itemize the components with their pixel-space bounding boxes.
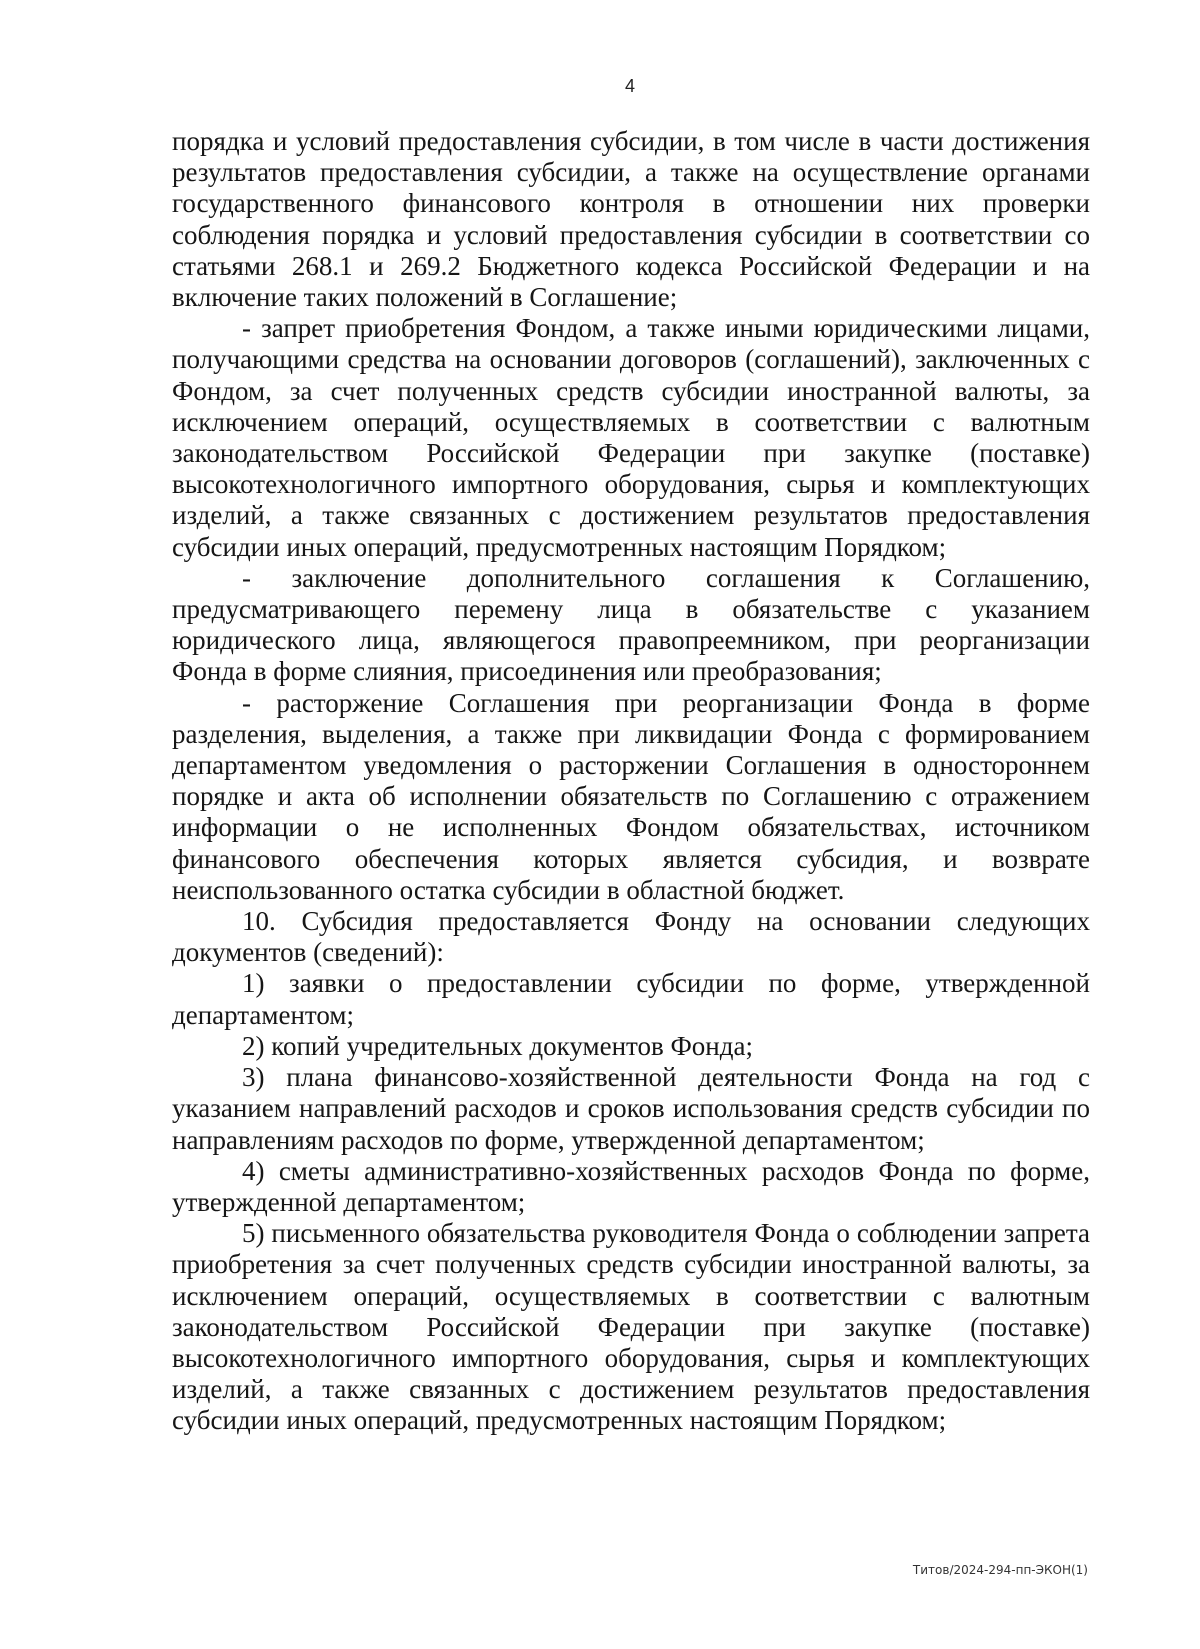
list-item-3: 3) плана финансово-хозяйственной деятельности Фонда на год с указанием направлений расходов и сроков использования средств субсидии по направлениям расходов по форме, утвержденной департаментом;	[172, 1062, 1090, 1155]
list-item-5: 5) письменного обязательства руководителя Фонда о соблюдении запрета приобретения за счет полученных средств субсидии иностранной валюты, за исключением операций, осуществляемых в соответствии с валютным законодательством Российской Федерации при закупке (поставке) высокотехнологичного импортного оборудования, сырья и комплектующих изделий, а также связанных с достижением результатов предоставления субсидии иных операций, предусмотренных настоящим Порядком;	[172, 1218, 1090, 1436]
list-item-2: 2) копий учредительных документов Фонда;	[242, 1030, 753, 1061]
paragraph-currency-ban: - запрет приобретения Фондом, а также иными юридическими лицами, получающими средства на основании договоров (соглашений), заключенных с Фондом, за счет полученных средств субсидии иностранной валюты, за исключением операций, осуществляемых в соответствии с валютным законодательством Российской Федерации при закупке (поставке) высокотехнологичного импортного оборудования, сырья и комплектующих изделий, а также связанных с достижением результатов предоставления субсидии иных операций, предусмотренных настоящим Порядком;	[172, 313, 1090, 562]
list-item-4: 4) сметы административно-хозяйственных расходов Фонда по форме, утвержденной департаментом;	[172, 1155, 1090, 1217]
document-code-footer: Титов/2024-294-пп-ЭКОН(1)	[912, 1563, 1088, 1577]
paragraph-continuation: порядка и условий предоставления субсидии, в том числе в части достижения результатов предоставления субсидии, а также на осуществление органами государственного финансового контроля в отношении них проверки соблюдения порядка и условий предоставления субсидии в соответствии со статьями 268.1 и 269.2 Бюджетного кодекса Российской Федерации и на включение таких положений в Соглашение;	[172, 126, 1090, 313]
paragraph-additional-agreement: - заключение дополнительного соглашения к Соглашению, предусматривающего перемену лица в обязательстве с указанием юридического лица, являющегося правопреемником, при реорганизации Фонда в форме слияния, присоединения или преобразования;	[172, 562, 1090, 687]
paragraph-clause-10: 10. Субсидия предоставляется Фонду на основании следующих документов (сведений):	[172, 906, 1090, 968]
document-body	[172, 126, 1090, 1437]
paragraph-termination: - расторжение Соглашения при реорганизации Фонда в форме разделения, выделения, а также при ликвидации Фонда с формированием департаментом уведомления о расторжении Соглашения в одностороннем порядке и акта об исполнении обязательств по Соглашению с отражением информации о не исполненных Фондом обязательствах, источником финансового обеспечения которых является субсидия, и возврате неиспользованного остатка субсидии в областной бюджет.	[172, 687, 1090, 905]
page-number: 4	[624, 76, 635, 96]
list-item-1: 1) заявки о предоставлении субсидии по форме, утвержденной департаментом;	[172, 968, 1090, 1030]
